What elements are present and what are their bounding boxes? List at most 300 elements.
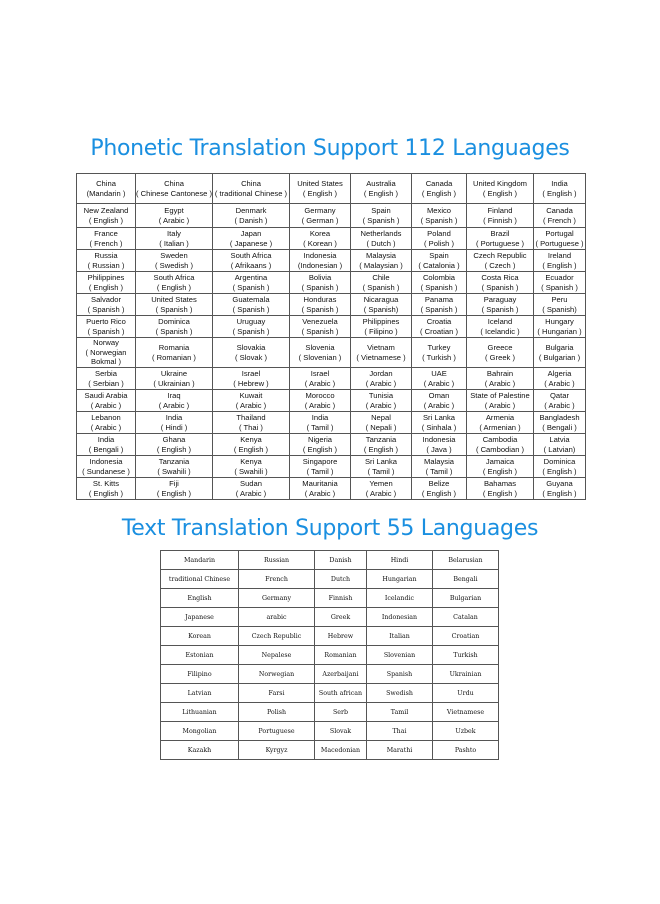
country-label: Malaysia	[424, 456, 454, 466]
language-label: ( Arabic )	[423, 378, 455, 388]
country-label: France	[94, 228, 118, 238]
country-label: St. Kitts	[92, 478, 120, 488]
language-cell: Serb	[315, 703, 367, 722]
language-label: ( Swedish )	[155, 260, 193, 270]
language-cell: Icelandic	[367, 589, 433, 608]
language-cell	[213, 338, 290, 368]
language-cell	[467, 412, 534, 434]
language-cell: Slovak	[315, 722, 367, 741]
language-cell	[77, 294, 136, 316]
country-label: China	[96, 178, 116, 188]
language-cell	[77, 478, 136, 500]
language-label: ( Arabic )	[484, 400, 516, 410]
language-cell	[412, 204, 467, 228]
country-label: Dominica	[158, 316, 190, 326]
language-cell: Kyrgyz	[239, 741, 315, 760]
table-row	[77, 338, 586, 368]
country-label: Salvador	[91, 294, 121, 304]
language-label: ( Czech )	[484, 260, 516, 270]
language-cell	[290, 272, 351, 294]
country-label: India	[97, 434, 115, 444]
language-cell	[290, 390, 351, 412]
table-row	[77, 228, 586, 250]
language-label: ( Danish )	[234, 215, 268, 225]
language-cell: Azerbaijani	[315, 665, 367, 684]
language-label: ( Nepali )	[365, 422, 397, 432]
country-label: Croatia	[426, 316, 452, 326]
language-label: ( Spanish )	[362, 282, 400, 292]
language-cell	[213, 412, 290, 434]
language-label: ( Arabic )	[304, 488, 336, 498]
country-label: Morocco	[305, 390, 335, 400]
language-cell: Nepalese	[239, 646, 315, 665]
language-cell	[412, 316, 467, 338]
language-cell	[351, 412, 412, 434]
country-label: Sudan	[240, 478, 262, 488]
language-cell	[467, 272, 534, 294]
language-cell	[467, 478, 534, 500]
country-label: Slovenia	[305, 342, 335, 352]
language-cell: Japanese	[161, 608, 239, 627]
table-row	[161, 608, 499, 627]
language-cell	[351, 316, 412, 338]
table-row	[77, 390, 586, 412]
language-cell: Indonesian	[367, 608, 433, 627]
language-cell	[136, 368, 213, 390]
language-label: ( Cambodian )	[475, 444, 525, 454]
table-row	[161, 703, 499, 722]
language-cell: Swedish	[367, 684, 433, 703]
language-cell: Dutch	[315, 570, 367, 589]
language-label: ( German )	[301, 215, 339, 225]
country-label: Paraguay	[483, 294, 517, 304]
language-cell: South african	[315, 684, 367, 703]
language-label: ( Sinhala )	[421, 422, 457, 432]
language-cell	[351, 338, 412, 368]
language-label: ( Arabic )	[235, 400, 267, 410]
language-cell: Hungarian	[367, 570, 433, 589]
language-cell: arabic	[239, 608, 315, 627]
country-label: UAE	[431, 368, 447, 378]
language-cell: Czech Republic	[239, 627, 315, 646]
language-cell	[290, 294, 351, 316]
country-label: China	[164, 178, 184, 188]
language-cell: traditional Chinese	[161, 570, 239, 589]
language-label: ( Spanish )	[541, 282, 578, 292]
language-cell: Tamil	[367, 703, 433, 722]
language-cell	[213, 368, 290, 390]
language-cell	[467, 316, 534, 338]
language-cell: Lithuanian	[161, 703, 239, 722]
country-label: Portugal	[545, 228, 574, 238]
country-label: Thailand	[236, 412, 266, 422]
language-cell	[412, 272, 467, 294]
language-cell	[290, 316, 351, 338]
language-label: ( Dutch )	[366, 238, 396, 248]
language-cell	[534, 478, 586, 500]
language-cell	[534, 434, 586, 456]
language-label: ( Norwegian Bokmal )	[85, 347, 127, 367]
language-label: ( Croatian )	[420, 326, 458, 336]
language-cell	[351, 250, 412, 272]
language-label: ( Tamil )	[306, 422, 334, 432]
language-label: ( English )	[302, 444, 338, 454]
country-label: Poland	[427, 228, 451, 238]
language-cell	[351, 174, 412, 204]
country-label: Nepal	[371, 412, 391, 422]
language-cell	[290, 456, 351, 478]
language-cell	[534, 204, 586, 228]
country-label: Denmark	[235, 205, 267, 215]
country-label: Dominica	[543, 456, 576, 466]
country-label: Oman	[428, 390, 450, 400]
language-label: ( Icelandic )	[480, 326, 520, 336]
language-cell: Greek	[315, 608, 367, 627]
language-cell: Polish	[239, 703, 315, 722]
table-row	[77, 456, 586, 478]
country-label: China	[241, 178, 261, 188]
country-label: Ukraine	[160, 368, 188, 378]
country-label: Russia	[94, 250, 118, 260]
table-row	[161, 684, 499, 703]
country-label: Netherlands	[360, 228, 402, 238]
language-cell: Farsi	[239, 684, 315, 703]
language-label: ( Sundanese )	[82, 466, 130, 476]
country-label: Latvia	[549, 434, 570, 444]
language-cell	[213, 204, 290, 228]
language-label: ( Slovak )	[234, 352, 268, 362]
language-label: ( English )	[421, 488, 457, 498]
language-label: ( English )	[156, 444, 192, 454]
country-label: Nigeria	[307, 434, 333, 444]
language-label: ( French )	[89, 238, 123, 248]
language-label: ( Arabic )	[158, 400, 190, 410]
country-label: Tunisia	[368, 390, 394, 400]
language-cell: Mongolian	[161, 722, 239, 741]
country-label: Venezuela	[302, 316, 338, 326]
country-label: India	[551, 178, 568, 188]
language-label: ( Afrikaans )	[230, 260, 272, 270]
country-label: Finland	[487, 205, 513, 215]
language-cell: Danish	[315, 551, 367, 570]
country-label: South Africa	[230, 250, 272, 260]
language-cell	[351, 272, 412, 294]
language-label: ( Spanish )	[232, 326, 270, 336]
language-label: ( Tamil )	[367, 466, 395, 476]
country-label: Mexico	[426, 205, 452, 215]
language-cell	[136, 390, 213, 412]
country-label: Bahamas	[483, 478, 517, 488]
language-cell	[467, 390, 534, 412]
language-label: ( Spanish )	[362, 215, 400, 225]
language-label: ( Slovenian )	[298, 352, 342, 362]
language-cell: Portuguese	[239, 722, 315, 741]
country-label: Kenya	[240, 456, 262, 466]
language-cell: Finnish	[315, 589, 367, 608]
language-label: ( Armenian )	[479, 422, 521, 432]
language-cell	[467, 174, 534, 204]
country-label: Turkey	[427, 342, 451, 352]
table-row	[77, 478, 586, 500]
language-label: ( Portuguese )	[535, 238, 584, 248]
country-label: Philippines	[87, 272, 125, 282]
country-label: Tanzania	[158, 456, 190, 466]
language-label: ( French )	[543, 215, 576, 225]
language-cell	[290, 434, 351, 456]
country-label: United Kingdom	[472, 178, 528, 188]
country-label: Spain	[429, 250, 449, 260]
country-label: Hungary	[545, 316, 574, 326]
language-label: ( Spanish )	[420, 282, 458, 292]
language-label: ( Italian )	[159, 238, 189, 248]
language-cell: Italian	[367, 627, 433, 646]
language-label: ( Korean )	[303, 238, 337, 248]
language-cell	[534, 174, 586, 204]
language-cell: Germany	[239, 589, 315, 608]
language-cell	[213, 250, 290, 272]
language-label: ( Filipino )	[364, 326, 398, 336]
language-cell	[136, 250, 213, 272]
language-cell	[213, 228, 290, 250]
language-label: ( Arabic )	[304, 378, 336, 388]
language-label: ( Vietnamese )	[356, 352, 406, 362]
language-cell	[77, 434, 136, 456]
table-row	[161, 589, 499, 608]
country-label: Greece	[487, 342, 513, 352]
language-label: ( Hungarian )	[537, 326, 582, 336]
country-label: Japan	[240, 228, 262, 238]
language-label: ( Arabic )	[544, 400, 575, 410]
table-row	[77, 412, 586, 434]
language-cell	[534, 456, 586, 478]
table-row	[161, 551, 499, 570]
country-label: Vietnam	[367, 342, 395, 352]
country-label: Italy	[167, 228, 181, 238]
language-cell	[213, 316, 290, 338]
language-label: ( Arabic )	[484, 378, 516, 388]
language-cell	[290, 338, 351, 368]
language-cell	[136, 456, 213, 478]
language-label: ( English )	[421, 188, 457, 198]
language-cell	[77, 174, 136, 204]
country-label: Bangladesh	[539, 412, 580, 422]
language-label: ( Swahili )	[234, 466, 268, 476]
language-cell	[467, 294, 534, 316]
language-label: ( Spanish )	[481, 282, 519, 292]
language-label: ( Serbian )	[88, 378, 124, 388]
language-label: ( Thai )	[239, 422, 263, 432]
language-label: ( Tamil )	[425, 466, 453, 476]
language-cell: Spanish	[367, 665, 433, 684]
language-cell	[351, 456, 412, 478]
country-label: Australia	[366, 178, 396, 188]
language-cell	[77, 456, 136, 478]
language-cell	[412, 368, 467, 390]
language-cell: Catalan	[433, 608, 499, 627]
language-cell: Slovenian	[367, 646, 433, 665]
language-cell	[351, 204, 412, 228]
language-cell: Kazakh	[161, 741, 239, 760]
language-cell	[290, 478, 351, 500]
language-label: ( Finnish )	[483, 215, 517, 225]
language-label: ( Spanish )	[420, 304, 458, 314]
country-label: Honduras	[303, 294, 337, 304]
language-cell	[534, 250, 586, 272]
language-label: (Mandarin )	[86, 188, 126, 198]
language-label: ( Ukrainian )	[153, 378, 195, 388]
language-label: ( Arabic )	[304, 400, 336, 410]
language-label: ( English )	[233, 444, 269, 454]
language-label: ( Spanish )	[481, 304, 519, 314]
table-row	[161, 646, 499, 665]
language-label: ( English )	[363, 444, 399, 454]
country-label: Tanzania	[365, 434, 397, 444]
language-label: ( Turkish )	[422, 352, 456, 362]
language-cell	[136, 478, 213, 500]
country-label: Malaysia	[366, 250, 396, 260]
country-label: Qatar	[550, 390, 569, 400]
language-cell: Hindi	[367, 551, 433, 570]
country-label: Saudi Arabia	[84, 390, 128, 400]
country-label: Jamaica	[485, 456, 515, 466]
language-cell: Croatian	[433, 627, 499, 646]
language-cell: Romanian	[315, 646, 367, 665]
language-cell	[136, 294, 213, 316]
language-cell: Mandarin	[161, 551, 239, 570]
table-row	[161, 741, 499, 760]
language-label: ( Bengali )	[542, 422, 577, 432]
language-cell	[77, 250, 136, 272]
language-label: ( English )	[542, 466, 577, 476]
language-cell	[136, 434, 213, 456]
language-label: ( Portuguese )	[475, 238, 525, 248]
country-label: India	[311, 412, 329, 422]
language-label: ( English )	[156, 282, 192, 292]
table-row	[77, 204, 586, 228]
language-label: ( Spanish )	[87, 326, 125, 336]
language-cell: Ukrainian	[433, 665, 499, 684]
language-label: ( English )	[482, 488, 518, 498]
phonetic-title: Phonetic Translation Support 112 Languages	[90, 136, 570, 161]
language-cell	[534, 368, 586, 390]
language-cell	[77, 390, 136, 412]
language-cell	[412, 338, 467, 368]
language-cell: Thai	[367, 722, 433, 741]
language-label: ( Latvian)	[543, 444, 576, 454]
language-cell: Bengali	[433, 570, 499, 589]
language-cell	[412, 294, 467, 316]
language-cell	[213, 272, 290, 294]
country-label: Armenia	[485, 412, 515, 422]
country-label: Kuwait	[239, 390, 263, 400]
language-label: ( Spanish )	[155, 304, 193, 314]
language-cell	[412, 434, 467, 456]
language-label: ( English )	[542, 188, 577, 198]
country-label: Ghana	[162, 434, 186, 444]
language-label: ( Spanish )	[87, 304, 125, 314]
language-cell	[290, 228, 351, 250]
language-label: ( English )	[88, 215, 124, 225]
text-title: Text Translation Support 55 Languages	[121, 516, 539, 541]
language-cell: Korean	[161, 627, 239, 646]
language-label: ( Spanish )	[420, 215, 458, 225]
country-label: New Zealand	[83, 205, 129, 215]
country-label: Indonesia	[89, 456, 123, 466]
language-label: ( English )	[302, 188, 338, 198]
language-label: ( Spanish )	[301, 282, 339, 292]
language-cell	[412, 412, 467, 434]
language-label: ( Hindi )	[160, 422, 188, 432]
country-label: Slovakia	[236, 342, 266, 352]
language-cell	[213, 174, 290, 204]
country-label: Sri Lanka	[422, 412, 456, 422]
language-cell: Latvian	[161, 684, 239, 703]
table-row	[77, 316, 586, 338]
language-label: ( Spanish )	[301, 304, 339, 314]
table-row	[161, 627, 499, 646]
country-label: Algeria	[547, 368, 572, 378]
language-cell	[467, 434, 534, 456]
country-label: Serbia	[95, 368, 117, 378]
language-cell	[467, 204, 534, 228]
table-row	[77, 272, 586, 294]
language-cell	[136, 228, 213, 250]
language-label: ( Arabic )	[90, 400, 122, 410]
country-label: Norway	[93, 338, 119, 348]
language-label: ( Arabic )	[544, 378, 575, 388]
language-label: ( Chinese Cantonese )	[136, 188, 212, 198]
table-row	[161, 722, 499, 741]
country-label: Uruguay	[236, 316, 266, 326]
language-label: ( traditional Chinese )	[214, 188, 288, 198]
language-cell	[77, 368, 136, 390]
language-cell	[77, 338, 136, 368]
language-cell	[77, 204, 136, 228]
country-label: South Africa	[153, 272, 195, 282]
language-cell	[351, 228, 412, 250]
country-label: Yemen	[369, 478, 393, 488]
country-label: Canada	[425, 178, 453, 188]
language-label: ( Arabic )	[365, 488, 397, 498]
language-cell	[534, 294, 586, 316]
country-label: State of Palestine	[470, 390, 530, 400]
language-cell	[136, 204, 213, 228]
language-cell	[290, 412, 351, 434]
country-label: Kenya	[240, 434, 262, 444]
language-label: ( English )	[88, 488, 124, 498]
language-cell	[534, 412, 586, 434]
language-cell	[467, 456, 534, 478]
language-label: ( Arabic )	[423, 400, 455, 410]
language-label: ( Spanish )	[232, 282, 270, 292]
language-cell	[412, 456, 467, 478]
language-label: ( Tamil )	[306, 466, 334, 476]
language-cell	[534, 316, 586, 338]
language-label: ( English )	[88, 282, 124, 292]
language-label: ( English )	[542, 488, 577, 498]
country-label: Egypt	[164, 205, 184, 215]
country-label: Bahrain	[486, 368, 514, 378]
table-row	[77, 174, 586, 204]
country-label: Costa Rica	[481, 272, 519, 282]
country-label: Singapore	[302, 456, 338, 466]
language-cell	[467, 368, 534, 390]
language-label: ( Russian )	[87, 260, 125, 270]
language-cell	[213, 294, 290, 316]
language-cell	[213, 434, 290, 456]
language-cell: Norwegian	[239, 665, 315, 684]
language-cell: Hebrew	[315, 627, 367, 646]
